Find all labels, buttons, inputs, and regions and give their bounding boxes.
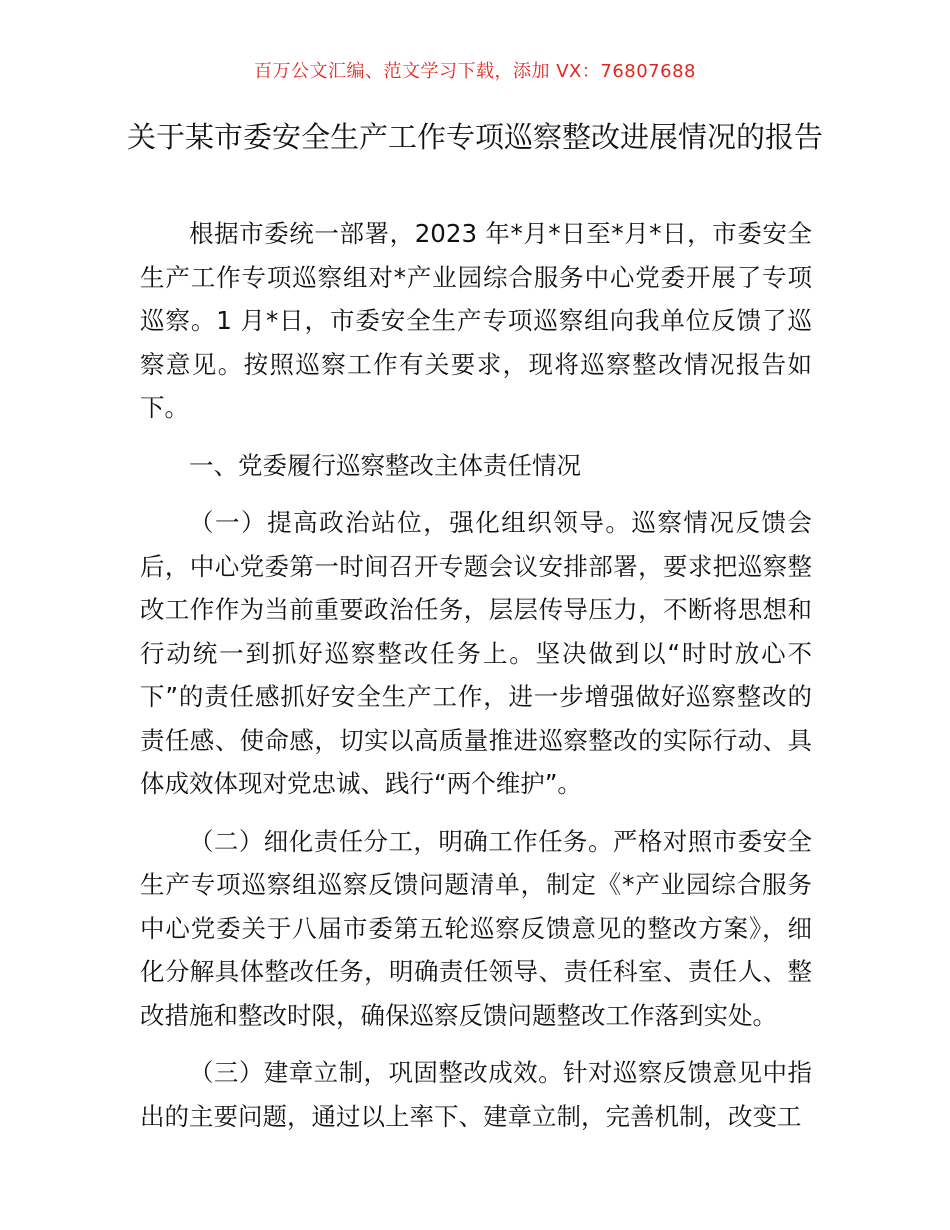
section-heading-1: 一、党委履行巡察整改主体责任情况 xyxy=(189,450,581,480)
document-body xyxy=(140,212,812,1138)
paragraph-item-1: （一）提高政治站位，强化组织领导。巡察情况反馈会后，中心党委第一时间召开专题会议安排部署，要求把巡察整改工作作为当前重要政治任务，层层传导压力，不断将思想和行动统一到抓好巡察整改任务上。坚决做到以“时时放心不下”的责任感抓好安全生产工作，进一步增强做好巡察整改的责任感、使命感，切实以高质量推进巡察整改的实际行动、具体成效体现对党忠诚、践行“两个维护”。 xyxy=(140,508,812,798)
intro-paragraph: 根据市委统一部署，2023 年*月*日至*月*日，市委安全生产工作专项巡察组对*产业园综合服务中心党委开展了专项巡察。1 月*日，市委安全生产专项巡察组向我单位反馈了巡察意见。按照巡察工作有关要求，现将巡察整改情况报告如下。 xyxy=(140,219,812,422)
document-title: 关于某市委安全生产工作专项巡察整改进展情况的报告 xyxy=(126,120,823,154)
paragraph-item-3: （三）建章立制，巩固整改成效。针对巡察反馈意见中指出的主要问题，通过以上率下、建章立制，完善机制，改变工 xyxy=(140,1058,812,1131)
header-watermark-note: 百万公文汇编、范文学习下载，添加 VX：76807688 xyxy=(254,61,696,82)
paragraph-item-2: （二）细化责任分工，明确工作任务。严格对照市委安全生产专项巡察组巡察反馈问题清单，制定《*产业园综合服务中心党委关于八届市委第五轮巡察反馈意见的整改方案》，细化分解具体整改任务，明确责任领导、责任科室、责任人、整改措施和整改时限，确保巡察反馈问题整改工作落到实处。 xyxy=(140,826,812,1030)
